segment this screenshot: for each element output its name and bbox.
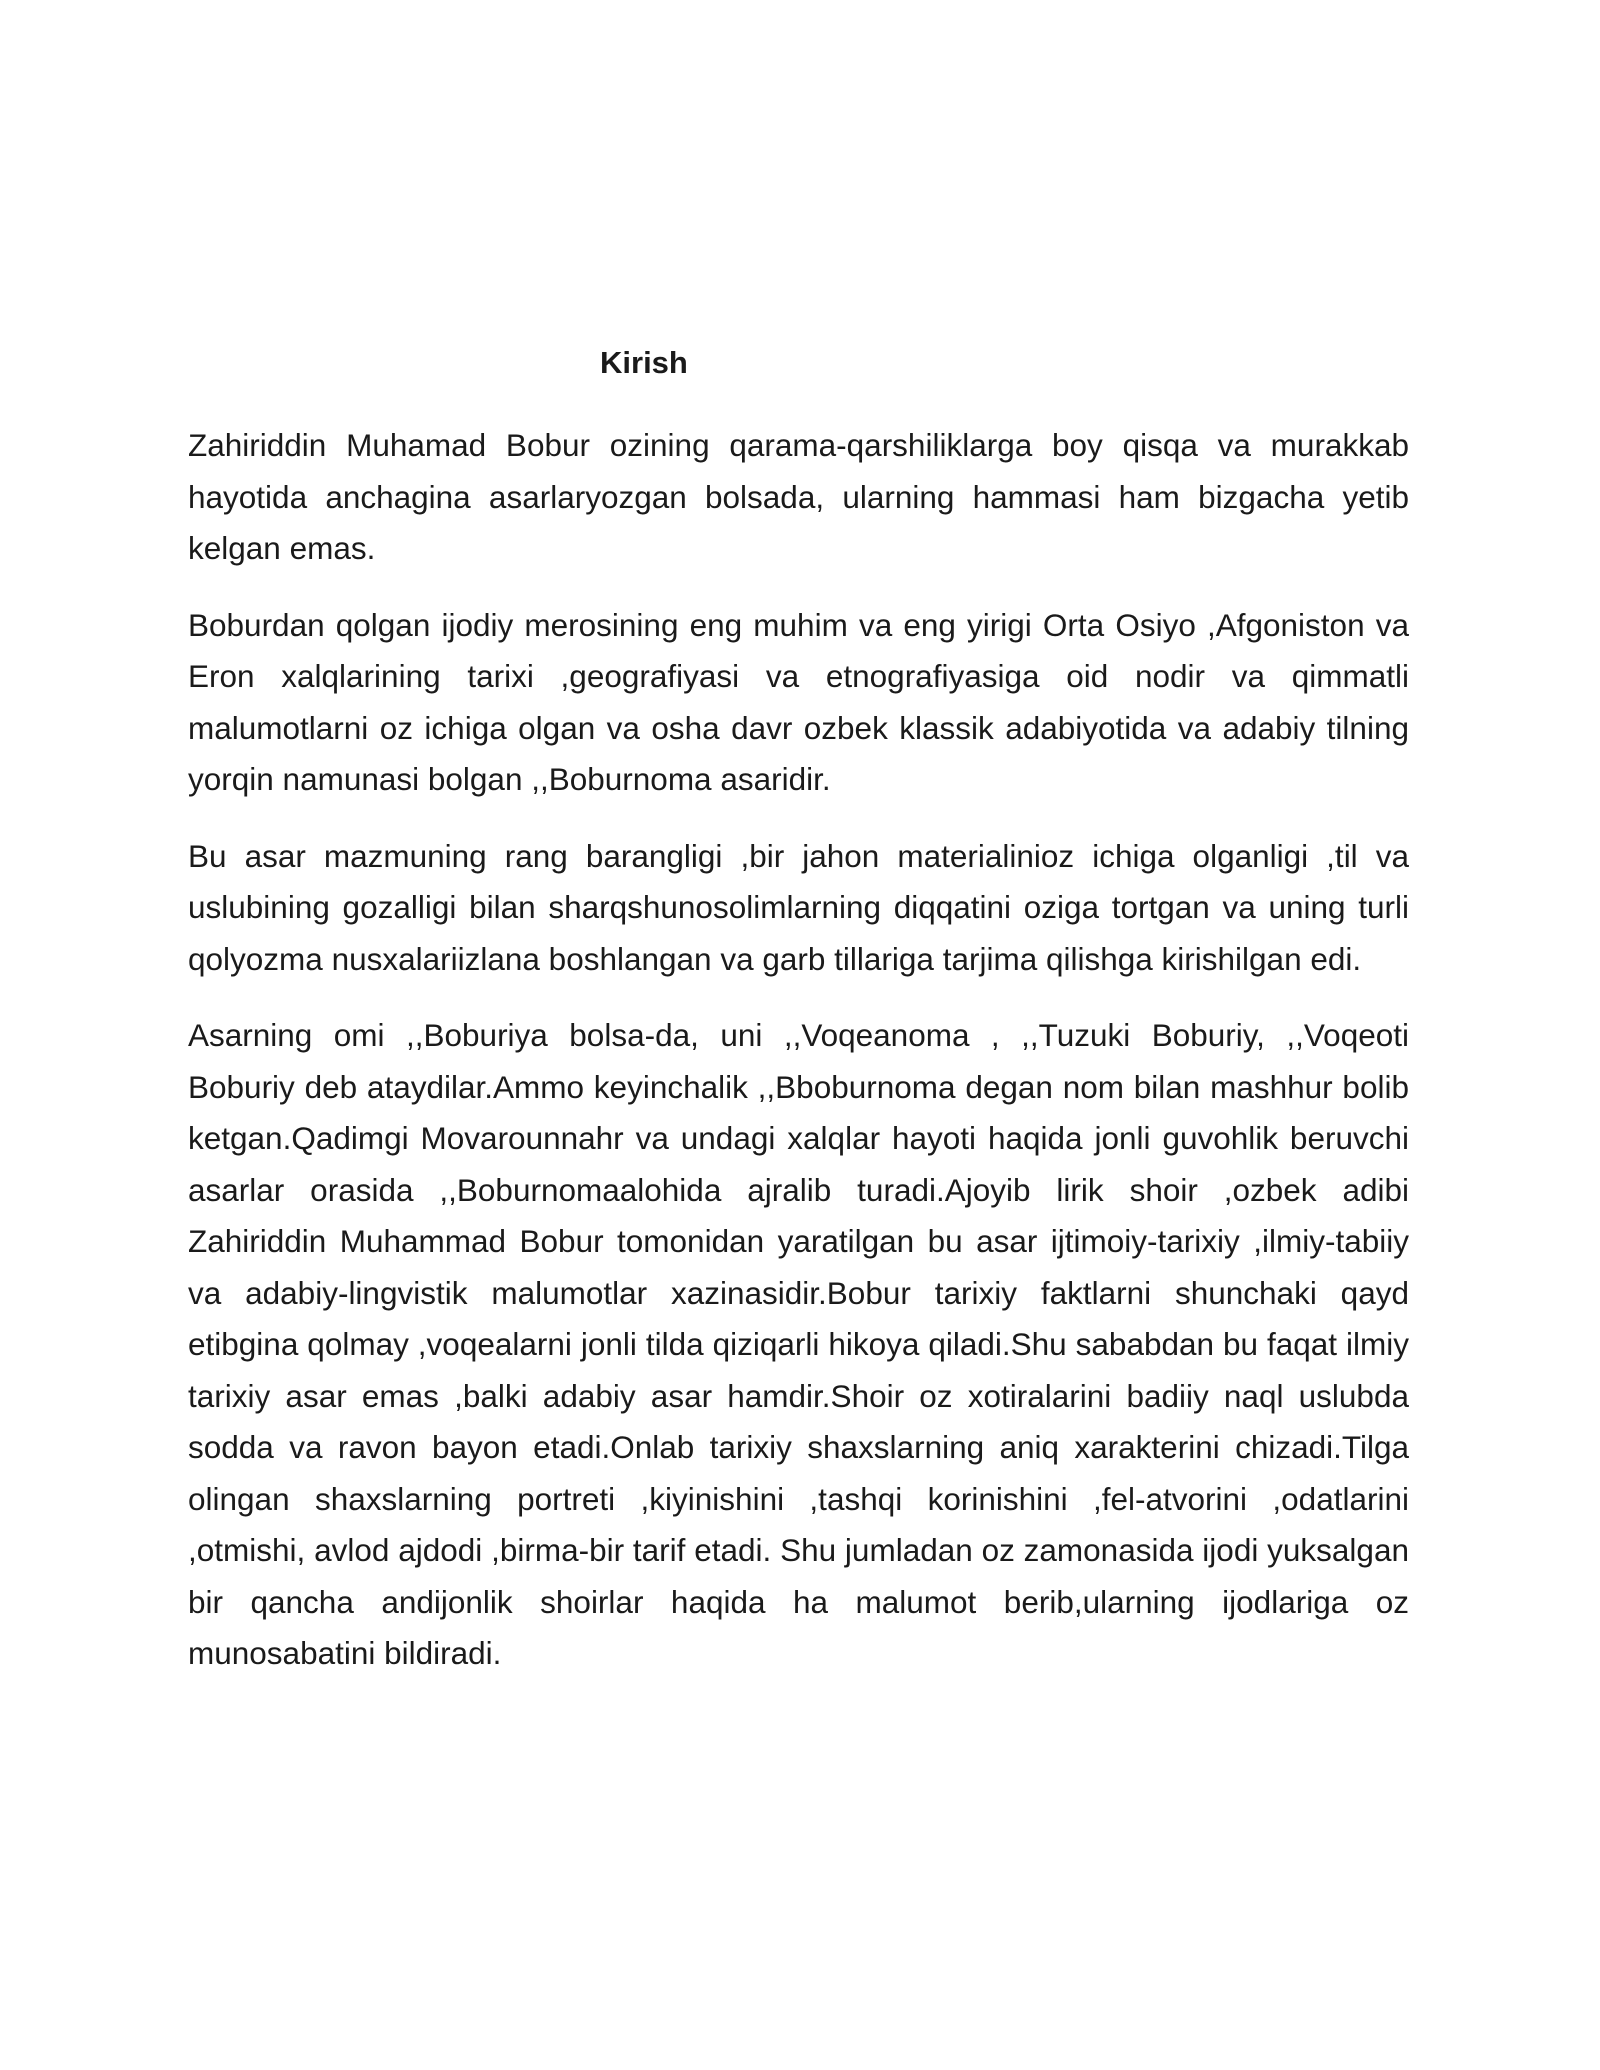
document-title: Kirish: [600, 345, 688, 380]
paragraph-2: Boburdan qolgan ijodiy merosining eng muhim va eng yirigi Orta Osiyo ,Afgoniston va Eron xalqlarining tarixi ,geografiyasi va etnografiyasiga oid nodir va qimmatli malumotlarni oz ichiga olgan va osha davr ozbek klassik adabiyotida va adabiy tilning yorqin namunasi bolgan ,,Boburnoma asaridir.: [188, 606, 1409, 797]
document-body: [188, 420, 1409, 1705]
paragraph-1: Zahiriddin Muhamad Bobur ozining qarama-qarshiliklarga boy qisqa va murakkab hayotida anchagina asarlaryozgan bolsada, ularning hammasi ham bizgacha yetib kelgan emas.: [188, 427, 1409, 566]
paragraph-3: Bu asar mazmuning rang barangligi ,bir jahon materialinioz ichiga olganligi ,til va uslubining gozalligi bilan sharqshunosolimlarning diqqatini oziga tortgan va uning turli qolyozma nusxalariizlana boshlangan va garb tillariga tarjima qilishga kirishilgan edi.: [188, 837, 1409, 977]
paragraph-4: Asarning omi ,,Boburiya bolsa-da, uni ,,Voqeanoma , ,,Tuzuki Boburiy, ,,Voqeoti Boburiy deb ataydilar.Ammo keyinchalik ,,Bboburnoma degan nom bilan mashhur bolib ketgan.Qadimgi Movarounnahr va undagi xalqlar hayoti haqida jonli guvohlik beruvchi asarlar orasida ,,Boburnomaalohida ajralib turadi.Ajoyib lirik shoir ,ozbek adibi Zahiriddin Muhammad Bobur tomonidan yaratilgan bu asar ijtimoiy-tarixiy ,ilmiy-tabiiy va adabiy-lingvistik malumotlar xazinasidir.Bobur tarixiy faktlarni shunchaki qayd etibgina qolmay ,voqealarni jonli tilda qiziqarli hikoya qiladi.Shu sababdan bu faqat ilmiy tarixiy asar emas ,balki adabiy asar hamdir.Shoir oz xotiralarini badiiy naql uslubda sodda va ravon bayon etadi.Onlab tarixiy shaxslarning aniq xarakterini chizadi.Tilga olingan shaxslarning portreti ,kiyinishini ,tashqi korinishini ,fel-atvorini ,odatlarini ,otmishi, avlod ajdodi ,birma-bir tarif etadi. Shu jumladan oz zamonasida ijodi yuksalgan bir qancha andijonlik shoirlar haqida ha malumot berib,ularning ijodlariga oz munosabatini bildiradi.: [188, 1017, 1409, 1671]
